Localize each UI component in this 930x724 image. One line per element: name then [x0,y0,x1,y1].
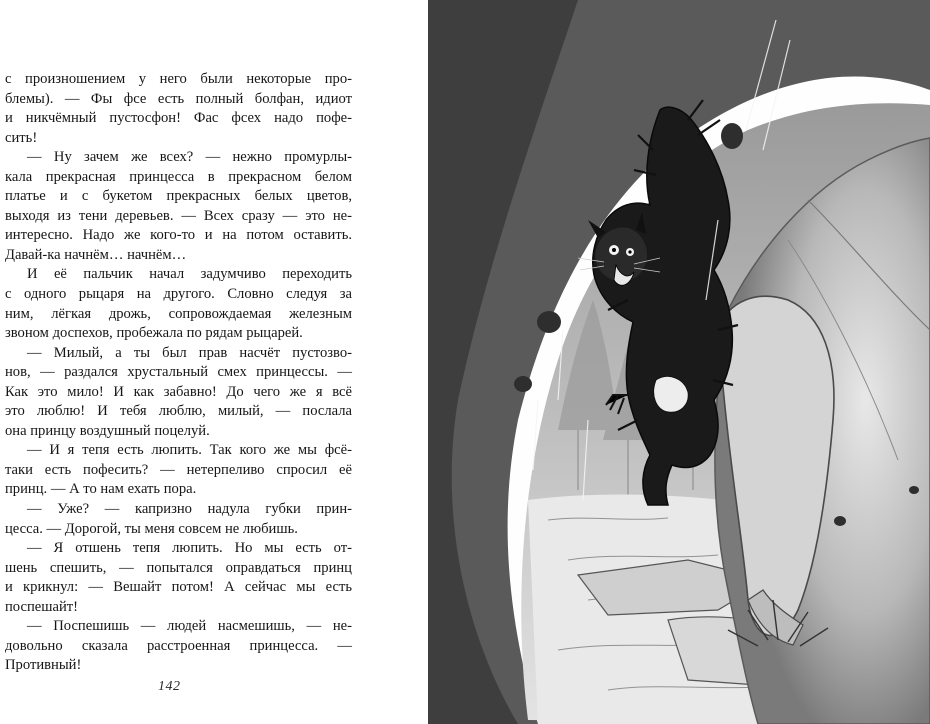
text-line: поспешайт! [5,598,78,615]
text-line: с произношением у него были некоторые про- [5,71,352,87]
page-number: 142 [158,679,181,694]
text-line: она принцу воздушный поцелуй. [5,422,210,439]
text-line: Давай-ка начнём… начнём… [5,246,187,263]
text-line: — Ну зачем же всех? — нежно промурлы- [27,149,352,166]
text-line: — Уже? — капризно надула губки прин- [27,501,352,518]
text-line: нов, — раздался хрустальный смех принцессы. — [5,364,352,381]
text-line: довольно сказала расстроенная принцесса. — [5,637,352,654]
text-line: И её пальчик начал задумчиво переходить [27,266,352,283]
text-line: — И я тепя есть люпить. Так кого же мы фсё- [27,442,352,459]
text-line: кала прекрасная принцесса в прекрасном белом [5,168,352,185]
text-line: платье и с букетом прекрасных белых цветов, [5,188,352,205]
text-line: Как это мило! И как забавно! До чего же я всё [5,383,352,400]
text-line: и никчёмный пустосфон! Фас фсех надо пофе- [5,110,352,127]
text-line: это люблю! И тебя люблю, милый, — послала [5,403,352,420]
text-line: сить! [5,129,38,146]
illustration [428,0,930,724]
text-line: — Милый, а ты был прав насчёт пустозво- [27,344,352,361]
ink-wash-illustration [428,0,930,724]
text-line: таки есть пофесить? — нетерпеливо спросил её [5,461,352,478]
text-line: шень спешить, — попытался оправдаться принц [5,559,352,576]
text-line: — Я отшень тепя люпить. Но мы есть от- [27,540,352,557]
text-line: интересно. Надо же кого-то и на потом оставить. [5,227,352,244]
text-line: принц. — А то нам ехать пора. [5,481,197,498]
text-page [0,0,428,724]
text-line: с одного рыцаря на другого. Словно следуя за [5,286,352,303]
text-line: Противный! [5,657,82,674]
text-line: звоном доспехов, пробежала по рядам рыцарей. [5,325,303,342]
text-line: цесса. — Дорогой, ты меня совсем не любишь. [5,520,298,537]
page-body-text [5,70,352,676]
text-line: — Поспешишь — людей насмешишь, — не- [27,618,352,635]
text-line: блемы). — Фы фсе есть полный болфан, идиот [5,90,352,107]
text-line: и крикнул: — Вешайт потом! А сейчас мы есть [5,579,352,596]
text-line: ним, лёгкая дрожь, сопровождаемая железным [5,305,352,322]
text-line: выходя из тени деревьев. — Всех сразу — это не- [5,207,352,224]
